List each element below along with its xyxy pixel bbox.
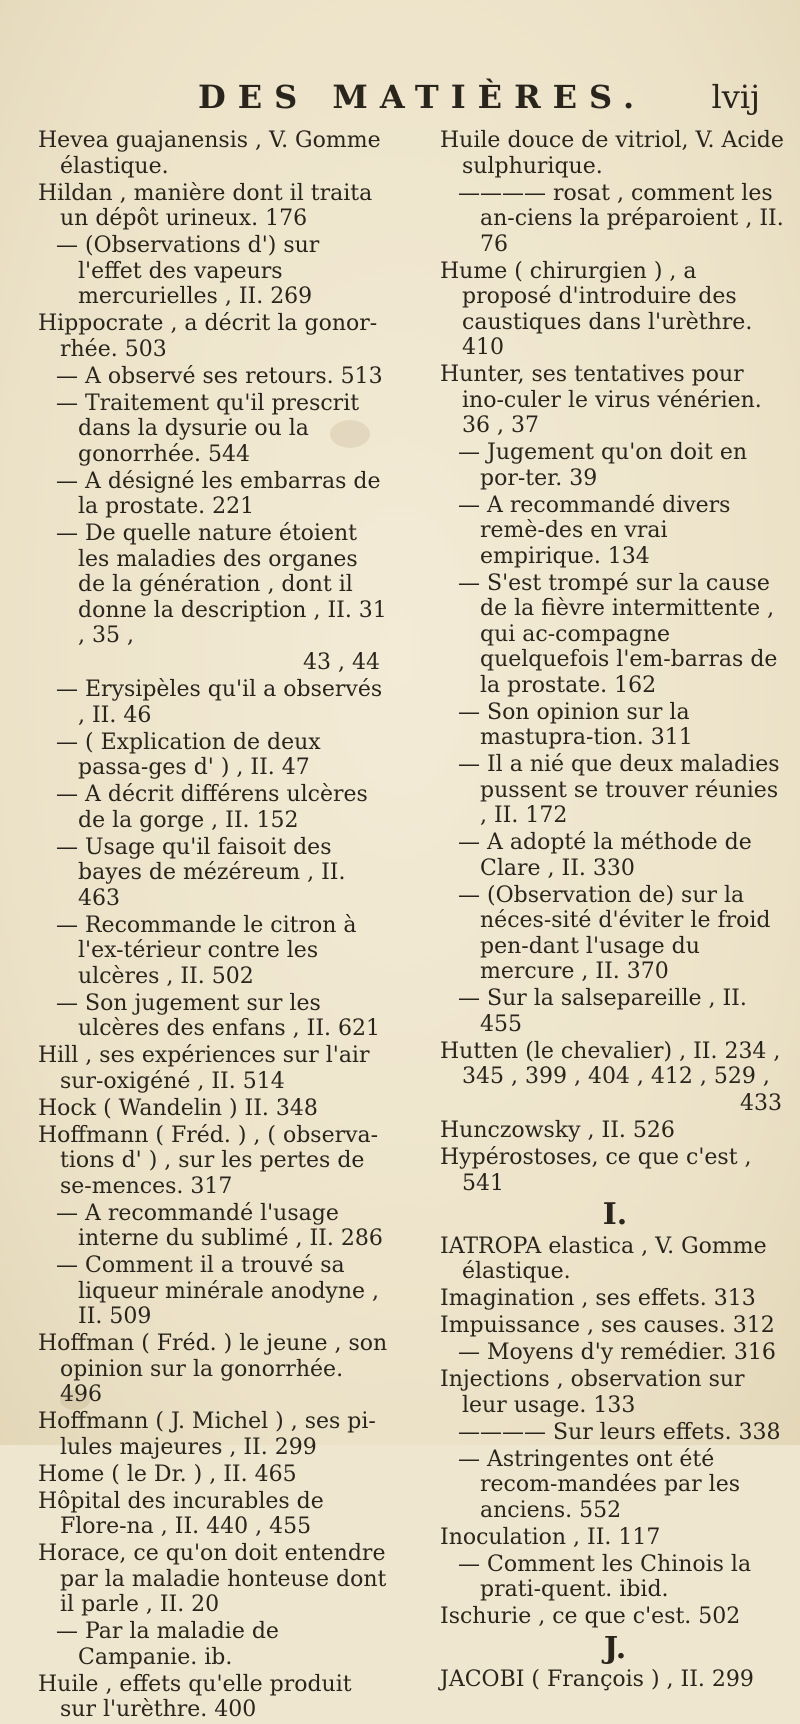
index-entry: — Recommande le citron à l'ex-térieur contre les ulcères , II. 502: [56, 912, 357, 989]
index-entry: Hildan , manière dont il traita un dépôt urineux. 176: [38, 180, 373, 231]
index-entry: — A recommandé l'usage interne du sublimé , II. 286: [56, 1200, 383, 1251]
index-entry: Hippocrate , a décrit la gonor-rhée. 503: [38, 311, 378, 362]
index-entry: Imagination , ses effets. 313: [440, 1286, 756, 1311]
index-entry: — De quelle nature étoient les maladies des organes de la génération , dont il donne la description , II. 31 , 35 ,: [56, 521, 387, 648]
index-entry: Injections , observation sur leur usage. 133: [440, 1367, 745, 1418]
index-entry: Inoculation , II. 117: [440, 1524, 661, 1550]
index-entry: — (Observations d') sur l'effet des vapeurs mercurielles , II. 269: [56, 233, 320, 309]
index-entry: — A désigné les embarras de la prostate. 221: [56, 468, 381, 519]
page-number: lvij: [711, 78, 760, 116]
index-entry: — A recommandé divers remè-des en vrai empirique. 134: [458, 492, 731, 569]
index-entry: — A décrit différens ulcères de la gorge , II. 152: [56, 782, 368, 833]
index-entry: IATROPA elastica , V. Gomme élastique.: [440, 1233, 767, 1284]
index-entry: Hutten (le chevalier) , II. 234 , 345 , 399 , 404 , 412 , 529 ,: [440, 1038, 781, 1089]
index-entry: — Jugement qu'on doit en por-ter. 39: [458, 440, 748, 491]
index-entry: Home ( le Dr. ) , II. 465: [38, 1461, 297, 1487]
index-entry: — Par la maladie de Campanie. ib.: [56, 1619, 279, 1670]
index-entry: — Il a nié que deux maladies pussent se trouver réunies , II. 172: [458, 752, 780, 828]
index-entry: — Comment les Chinois la prati-quent. ibid.: [458, 1551, 752, 1602]
index-entry: — Comment il a trouvé sa liqueur minérale anodyne , II. 509: [56, 1253, 380, 1329]
index-entry: Hume ( chirurgien ) , a proposé d'introduire des caustiques dans l'urèthre. 410: [440, 258, 753, 360]
index-entry: — Sur la salsepareille , II. 455: [458, 986, 747, 1037]
index-entry: Hock ( Wandelin ) II. 348: [38, 1095, 318, 1121]
index-entry: Hevea guajanensis , V. Gomme élastique.: [38, 128, 381, 179]
index-entry: — Traitement qu'il prescrit dans la dysurie ou la gonorrhée. 544: [56, 390, 360, 467]
index-entry: — (Observation de) sur la néces-sité d'éviter le froid pen-dant l'usage du mercure , II. 370: [458, 882, 771, 984]
index-entry: — Erysipèles qu'il a observés , II. 46: [56, 677, 383, 728]
index-entry: 433: [740, 1091, 782, 1116]
index-entry: Huile , effets qu'elle produit sur l'urèthre. 400: [38, 1671, 352, 1722]
index-entry: Hôpital des incurables de Flore-na , II. 440 , 455: [38, 1488, 324, 1539]
index-entry: ———— Sur leurs effets. 338: [458, 1419, 781, 1445]
index-entry: — Son opinion sur la mastupra-tion. 311: [458, 699, 693, 750]
index-entry: JACOBI ( François ) , II. 299: [440, 1667, 754, 1692]
index-entry: Hunczowsky , II. 526: [440, 1118, 675, 1143]
index-entry: Horace, ce qu'on doit entendre par la maladie honteuse dont il parle , II. 20: [38, 1541, 387, 1617]
index-entry: Hoffmann ( Fréd. ) , ( observa-tions d' ) , sur les pertes de se-mences. 317: [38, 1122, 379, 1199]
index-entry: 43 , 44: [303, 650, 380, 675]
index-column-left: [38, 128, 388, 1724]
index-entry: Ischurie , ce que c'est. 502: [440, 1604, 741, 1629]
index-entry: — Usage qu'il faisoit des bayes de mézéreum , II. 463: [56, 834, 346, 911]
index-entry: — ( Explication de deux passa-ges d' ) , II. 47: [56, 729, 321, 780]
index-entry: — Astringentes ont été recom-mandées par les anciens. 552: [458, 1446, 741, 1523]
section-letter: I.: [602, 1197, 628, 1232]
index-entry: — Son jugement sur les ulcères des enfans , II. 621: [56, 990, 380, 1041]
index-entry: Hill , ses expériences sur l'air sur-oxigéné , II. 514: [38, 1043, 370, 1094]
section-letter: J.: [603, 1630, 627, 1666]
index-entry: Hoffman ( Fréd. ) le jeune , son opinion sur la gonorrhée. 496: [38, 1331, 388, 1407]
index-entry: Impuissance , ses causes. 312: [440, 1313, 775, 1338]
index-column-right: [440, 128, 790, 1694]
running-header: [170, 78, 760, 124]
index-entry: — Moyens d'y remédier. 316: [458, 1340, 776, 1365]
index-entry: Hoffmann ( J. Michel ) , ses pi-lules majeures , II. 299: [38, 1409, 376, 1460]
header-title: DES MATIÈRES.: [198, 78, 647, 116]
index-entry: — A observé ses retours. 513: [56, 363, 383, 389]
index-entry: ———— rosat , comment les an-ciens la préparoient , II. 76: [458, 180, 784, 257]
index-entry: — S'est trompé sur la cause de la fièvre intermittente , qui ac-compagne quelquefois l'em-barras de la prostate. 162: [458, 570, 778, 698]
index-entry: — A adopté la méthode de Clare , II. 330: [458, 830, 752, 881]
index-entry: Hunter, ses tentatives pour ino-culer le virus vénérien. 36 , 37: [440, 362, 762, 438]
index-entry: Huile douce de vitriol, V. Acide sulphurique.: [440, 128, 784, 179]
index-entry: Hypérostoses, ce que c'est , 541: [440, 1145, 752, 1196]
